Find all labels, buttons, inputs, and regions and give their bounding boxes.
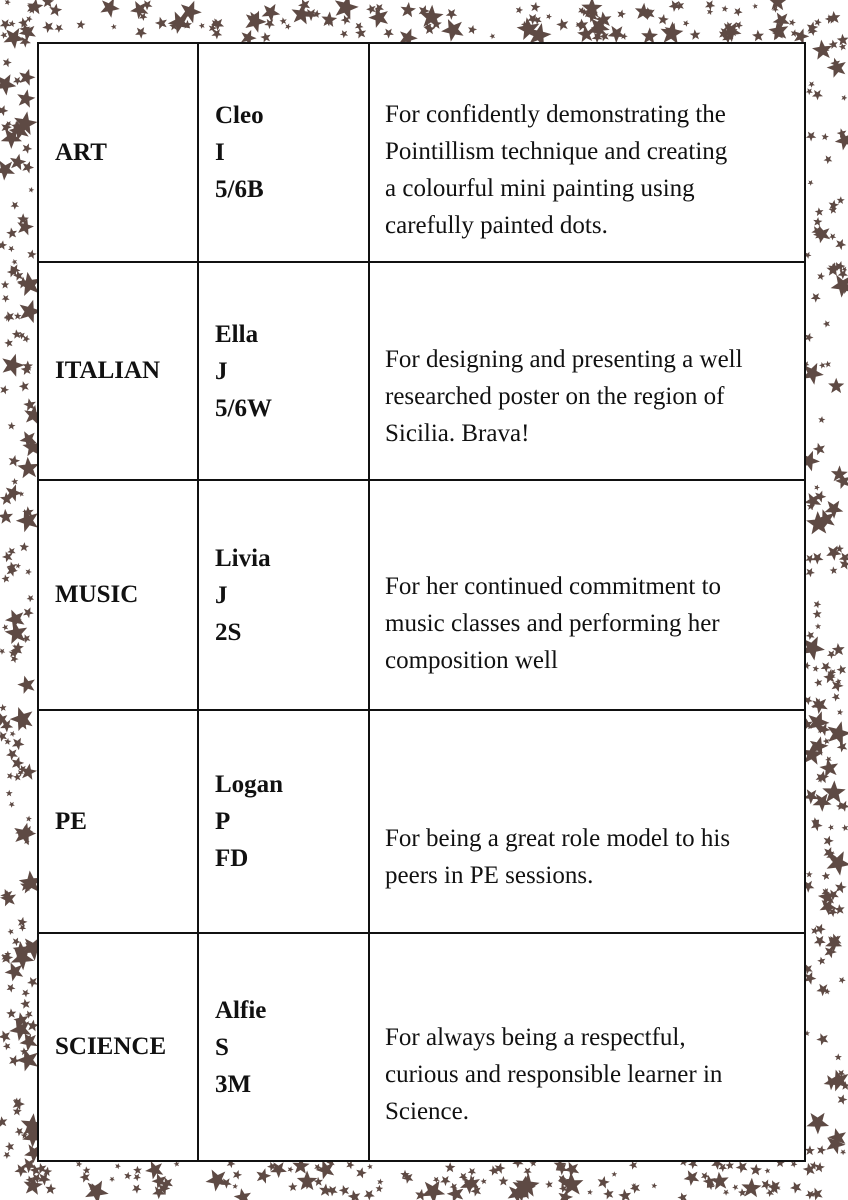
student-class: 5/6W	[215, 394, 272, 422]
star-icon	[109, 1177, 115, 1183]
star-icon	[556, 18, 568, 30]
star-icon	[19, 381, 29, 392]
star-icon	[0, 648, 5, 654]
star-icon	[0, 704, 7, 712]
star-icon	[16, 509, 38, 532]
star-icon	[377, 1179, 383, 1186]
star-icon	[16, 563, 22, 569]
star-icon	[480, 1178, 486, 1184]
star-icon	[822, 872, 830, 880]
star-icon	[752, 30, 764, 42]
star-icon	[821, 662, 832, 673]
star-icon	[824, 361, 831, 368]
star-icon	[840, 1150, 846, 1156]
star-icon	[2, 574, 10, 582]
star-icon	[383, 29, 394, 39]
table-row	[38, 43, 805, 262]
star-icon	[806, 1113, 829, 1135]
star-icon	[5, 0, 11, 5]
star-icon	[823, 320, 830, 327]
star-icon	[80, 1172, 90, 1183]
star-icon	[12, 329, 21, 338]
star-icon	[23, 398, 36, 411]
star-icon	[6, 790, 13, 797]
star-icon	[9, 20, 16, 27]
star-icon	[818, 416, 825, 423]
star-icon	[830, 566, 838, 574]
star-icon	[813, 609, 822, 618]
star-icon	[530, 2, 540, 12]
star-icon	[10, 731, 16, 737]
star-icon	[5, 610, 25, 630]
star-icon	[100, 0, 119, 18]
table-row	[38, 710, 805, 933]
star-icon	[808, 81, 815, 87]
star-icon	[85, 1181, 109, 1200]
student-cell	[198, 480, 369, 710]
star-icon	[356, 1167, 367, 1178]
star-icon	[814, 936, 826, 948]
star-icon	[813, 443, 825, 456]
student-name: Livia	[215, 544, 271, 572]
star-icon	[441, 19, 464, 42]
star-icon	[339, 1185, 350, 1196]
star-icon	[8, 422, 16, 430]
star-icon	[26, 816, 32, 822]
star-icon	[828, 378, 844, 393]
star-icon	[789, 19, 796, 26]
reason-line: music classes and performing her	[385, 609, 720, 637]
star-icon	[824, 155, 833, 164]
star-icon	[13, 77, 22, 86]
star-icon	[17, 89, 35, 107]
star-icon	[18, 491, 24, 497]
star-icon	[17, 917, 27, 927]
star-icon	[8, 929, 14, 936]
star-icon	[817, 1145, 827, 1155]
star-icon	[815, 207, 824, 216]
reason-line: For being a great role model to his	[385, 824, 731, 852]
star-icon	[546, 14, 552, 20]
star-icon	[598, 1176, 610, 1189]
star-icon	[199, 23, 205, 29]
star-icon	[817, 272, 825, 280]
reason-line: Science.	[385, 1098, 469, 1125]
star-icon	[805, 333, 814, 342]
star-icon	[49, 4, 62, 17]
star-icon	[817, 957, 825, 965]
star-icon	[2, 354, 24, 377]
star-icon	[355, 27, 366, 38]
subject-cell: PE	[38, 710, 198, 933]
star-icon	[837, 665, 847, 675]
star-icon	[690, 29, 701, 40]
star-icon	[27, 250, 37, 260]
student-initial: J	[215, 357, 228, 385]
star-icon	[288, 1182, 297, 1191]
star-icon	[292, 3, 313, 24]
star-icon	[675, 1, 684, 11]
star-icon	[8, 246, 15, 253]
star-icon	[17, 676, 35, 694]
student-class: 2S	[215, 618, 242, 646]
star-icon	[837, 709, 843, 715]
star-icon	[0, 161, 15, 181]
star-icon	[841, 95, 847, 101]
star-icon	[132, 1184, 142, 1194]
star-icon	[828, 824, 834, 830]
reason-line: Sicilia. Brava!	[385, 420, 530, 447]
star-icon	[19, 925, 26, 932]
reason-line: composition well	[385, 646, 558, 674]
star-icon	[3, 58, 12, 67]
star-icon	[145, 1161, 163, 1179]
star-icon	[684, 1170, 700, 1186]
star-icon	[827, 58, 846, 78]
star-icon	[421, 1181, 445, 1200]
star-icon	[0, 1031, 11, 1043]
student-class: 3M	[215, 1070, 252, 1098]
star-icon	[0, 32, 7, 39]
star-icon	[764, 1168, 770, 1174]
star-icon	[734, 8, 743, 17]
star-icon	[445, 1162, 456, 1172]
star-icon	[440, 1176, 451, 1186]
star-icon	[683, 20, 690, 27]
star-icon	[7, 772, 14, 779]
student-cell	[198, 43, 369, 262]
star-icon	[835, 239, 846, 250]
table-row	[38, 262, 805, 480]
star-icon	[768, 0, 787, 10]
star-icon	[9, 1055, 20, 1066]
star-icon	[348, 1190, 361, 1200]
star-icon	[829, 233, 836, 240]
star-icon	[0, 74, 16, 95]
star-icon	[22, 634, 31, 643]
star-icon	[13, 1107, 22, 1116]
star-icon	[2, 624, 8, 631]
star-icon	[814, 678, 822, 686]
star-icon	[564, 1162, 579, 1178]
reason-line: For always being a respectful,	[385, 1024, 686, 1051]
star-icon	[806, 871, 813, 878]
student-cell	[198, 933, 369, 1161]
star-icon	[0, 105, 8, 116]
star-icon	[6, 228, 17, 239]
star-icon	[468, 25, 477, 34]
star-icon	[340, 30, 348, 38]
star-icon	[11, 202, 20, 210]
star-icon	[133, 1174, 141, 1182]
reason-cell	[369, 480, 805, 710]
star-icon	[124, 1172, 132, 1180]
star-icon	[0, 19, 11, 30]
star-icon	[0, 1116, 7, 1127]
star-icon	[288, 1166, 294, 1172]
star-icon	[608, 26, 626, 43]
star-icon	[232, 1183, 238, 1189]
star-icon	[814, 485, 820, 491]
reason-line: For designing and presenting a well	[385, 346, 743, 373]
star-icon	[21, 764, 38, 780]
star-icon	[766, 1189, 774, 1197]
star-icon	[18, 17, 28, 28]
star-icon	[135, 27, 147, 39]
subject-cell: ART	[38, 43, 198, 262]
star-icon	[260, 32, 270, 42]
star-icon	[446, 9, 458, 20]
star-icon	[790, 1182, 802, 1194]
star-icon	[10, 154, 26, 171]
star-icon	[498, 1176, 508, 1186]
star-icon	[812, 90, 823, 101]
student-initial: I	[215, 139, 225, 166]
star-icon	[5, 962, 24, 981]
star-icon	[736, 1161, 748, 1173]
star-icon	[0, 385, 9, 394]
star-icon	[617, 10, 626, 19]
star-icon	[11, 259, 17, 265]
star-icon	[20, 999, 30, 1009]
star-icon	[468, 1168, 477, 1176]
star-icon	[814, 600, 822, 608]
student-name: Cleo	[215, 102, 264, 129]
star-icon	[22, 161, 34, 173]
star-icon	[835, 1053, 842, 1060]
star-icon	[25, 569, 32, 576]
star-icon	[42, 0, 54, 8]
star-icon	[815, 1162, 825, 1172]
star-icon	[9, 802, 15, 808]
star-icon	[823, 738, 830, 745]
star-icon	[804, 493, 821, 510]
star-icon	[4, 28, 25, 49]
star-icon	[811, 553, 823, 565]
star-icon	[587, 1189, 593, 1195]
star-icon	[842, 824, 848, 831]
reason-line: For her continued commitment to	[385, 572, 722, 600]
star-icon	[20, 1033, 38, 1051]
table-row	[38, 933, 805, 1161]
star-icon	[2, 295, 10, 303]
star-icon	[839, 43, 846, 51]
star-icon	[54, 24, 63, 33]
reason-cell	[369, 933, 805, 1161]
star-icon	[0, 509, 13, 524]
star-icon	[76, 20, 85, 29]
star-icon	[5, 1142, 14, 1151]
star-icon	[835, 881, 847, 893]
star-icon	[752, 3, 758, 9]
reason-cell	[369, 262, 805, 480]
star-icon	[828, 721, 848, 746]
star-icon	[4, 339, 13, 348]
reason-line: Pointillism technique and creating	[385, 138, 728, 165]
reason-line: researched poster on the region of	[385, 383, 725, 410]
reason-line: carefully painted dots.	[385, 212, 608, 239]
star-icon	[0, 240, 7, 250]
star-icon	[837, 196, 845, 204]
student-initial: J	[215, 581, 228, 609]
star-icon	[806, 568, 815, 577]
star-icon	[816, 1033, 828, 1045]
star-icon	[12, 738, 25, 751]
star-icon	[611, 1171, 617, 1177]
star-icon	[812, 40, 832, 60]
star-icon	[233, 1170, 242, 1180]
star-icon	[264, 19, 275, 29]
star-icon	[415, 1189, 427, 1200]
star-icon	[17, 457, 39, 478]
star-icon	[806, 132, 816, 142]
star-icon	[815, 924, 826, 935]
star-icon	[651, 1183, 657, 1189]
star-icon	[280, 17, 287, 24]
star-icon	[7, 984, 16, 993]
table-row	[38, 480, 805, 710]
star-icon	[115, 1163, 121, 1169]
star-icon	[705, 0, 715, 10]
star-icon	[516, 6, 523, 14]
star-icon	[722, 5, 729, 12]
star-icon	[618, 1189, 631, 1200]
star-icon	[366, 4, 376, 14]
star-icon	[111, 24, 117, 30]
star-icon	[839, 977, 846, 984]
reason-line: curious and responsible learner in	[385, 1061, 723, 1088]
star-icon	[355, 22, 364, 31]
star-icon	[819, 362, 825, 369]
student-name: Logan	[215, 771, 284, 798]
student-cell	[198, 710, 369, 933]
star-icon	[11, 478, 18, 485]
star-icon	[545, 1180, 553, 1188]
star-icon	[3, 1152, 11, 1159]
star-icon	[732, 1184, 738, 1190]
star-icon	[367, 1164, 373, 1170]
star-icon	[16, 1049, 38, 1072]
star-icon	[335, 0, 359, 20]
star-icon	[808, 180, 814, 186]
star-icon	[285, 23, 291, 30]
star-icon	[19, 69, 35, 86]
star-icon	[262, 4, 281, 22]
star-icon	[42, 21, 54, 33]
star-icon	[133, 1166, 142, 1175]
star-icon	[0, 731, 7, 742]
awards-table	[37, 42, 806, 1162]
star-icon	[832, 693, 840, 702]
star-icon	[489, 33, 495, 39]
star-icon	[23, 607, 34, 618]
subject-cell: ITALIAN	[38, 262, 198, 480]
star-icon	[806, 631, 815, 640]
star-icon	[838, 1094, 848, 1104]
star-icon	[6, 1008, 16, 1018]
star-icon	[827, 650, 836, 659]
star-icon	[9, 455, 21, 467]
subject-cell: SCIENCE	[38, 933, 198, 1161]
star-icon	[0, 890, 16, 906]
star-icon	[629, 1161, 637, 1170]
reason-line: a colourful mini painting using	[385, 175, 695, 202]
star-icon	[658, 14, 669, 25]
star-icon	[813, 665, 820, 672]
student-initial: S	[215, 1033, 229, 1061]
star-icon	[523, 1168, 531, 1176]
star-icon	[364, 1190, 375, 1200]
star-icon	[811, 293, 821, 303]
star-icon	[29, 187, 35, 193]
star-icon	[3, 1042, 11, 1050]
star-icon	[603, 1189, 614, 1200]
star-icon	[27, 595, 34, 602]
star-icon	[813, 217, 822, 226]
star-icon	[814, 18, 822, 26]
reason-cell	[369, 710, 805, 933]
star-icon	[815, 623, 821, 629]
star-icon	[750, 1164, 762, 1176]
student-class: FD	[215, 845, 249, 872]
star-icon	[45, 1183, 56, 1194]
student-cell	[198, 262, 369, 480]
star-icon	[6, 749, 18, 761]
reason-line: For confidently demonstrating the	[385, 101, 726, 128]
star-icon	[761, 1179, 772, 1190]
star-icon	[20, 542, 30, 551]
star-icon	[723, 1190, 730, 1196]
star-icon	[4, 738, 11, 745]
reason-line: peers in PE sessions.	[385, 861, 594, 889]
star-icon	[822, 133, 829, 140]
student-class: 5/6B	[215, 176, 264, 203]
student-name: Alfie	[215, 996, 267, 1024]
star-icon	[824, 836, 834, 847]
reason-cell	[369, 43, 805, 262]
star-icon	[401, 2, 417, 17]
star-icon	[805, 1145, 815, 1155]
star-icon	[832, 643, 845, 656]
star-icon	[22, 143, 32, 153]
star-icon	[825, 756, 832, 762]
star-icon	[22, 989, 30, 997]
student-initial: P	[215, 808, 231, 835]
star-icon	[234, 1188, 251, 1200]
subject-cell: MUSIC	[38, 480, 198, 710]
star-icon	[677, 1193, 687, 1200]
star-icon	[17, 218, 34, 235]
star-icon	[806, 88, 813, 95]
star-icon	[1, 280, 9, 288]
star-icon	[376, 1185, 384, 1193]
star-icon	[256, 1168, 271, 1183]
star-icon	[725, 1161, 734, 1170]
star-icon	[837, 34, 848, 46]
star-icon	[155, 17, 167, 30]
student-name: Ella	[215, 320, 259, 348]
